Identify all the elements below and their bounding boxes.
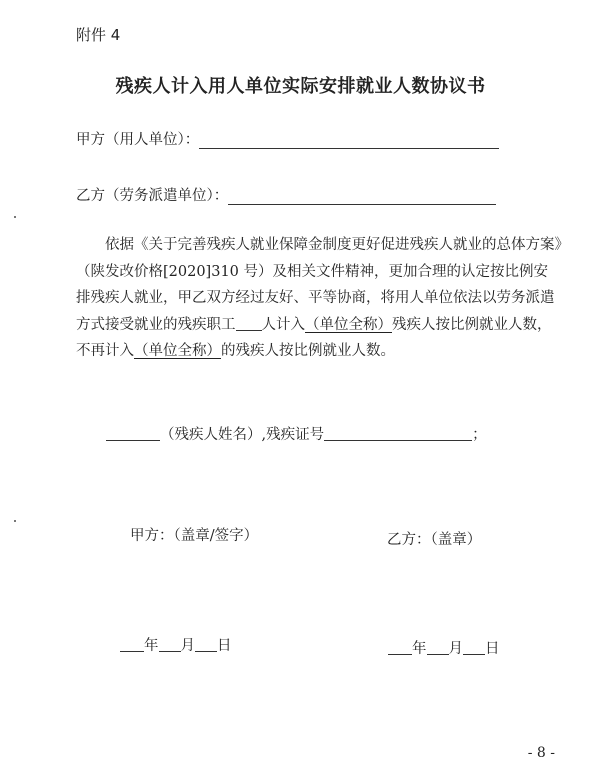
scan-dot — [14, 216, 16, 218]
body-text-end: 的残疾人按比例就业人数。 — [221, 343, 395, 359]
disabled-count-blank[interactable] — [236, 315, 262, 331]
day-blank[interactable] — [195, 636, 217, 652]
party-a-date — [120, 634, 232, 655]
disabled-name-blank[interactable] — [106, 425, 160, 441]
party-a-row — [76, 128, 499, 149]
agreement-body — [76, 232, 562, 365]
month-label: 月 — [180, 638, 195, 654]
month-label: 月 — [448, 641, 463, 657]
unit-full-name-1: （单位全称） — [305, 316, 392, 333]
year-blank[interactable] — [120, 636, 144, 652]
body-text-main: 依据《关于完善残疾人就业保障金制度更好促进残疾人就业的总体方案》（陕发改价格[2020]310 号）及相关文件精神，更加合理的认定按比例安排残疾人就业，甲乙双方经过友好、平等协商，将用人单位依法以劳务派遣方式接受就业的残疾职工 — [76, 237, 562, 333]
party-a-fill-line[interactable] — [199, 132, 499, 149]
row-terminator: ； — [472, 427, 487, 443]
year-label: 年 — [144, 638, 159, 654]
count-suffix-text: 人计入 — [261, 316, 305, 333]
party-b-row — [76, 184, 496, 205]
scan-dot — [14, 520, 16, 522]
disabled-name-label: （残疾人姓名）,残疾证号 — [160, 427, 325, 443]
document-title: 残疾人计入用人单位实际安排就业人数协议书 — [115, 76, 486, 97]
party-b-fill-line[interactable] — [228, 188, 496, 205]
party-a-signature: 甲方：（盖章/签字） — [130, 528, 259, 544]
day-label: 日 — [217, 638, 232, 654]
day-label: 日 — [485, 641, 500, 657]
day-blank[interactable] — [463, 639, 485, 655]
year-label: 年 — [412, 641, 427, 657]
month-blank[interactable] — [159, 636, 181, 652]
month-blank[interactable] — [427, 639, 449, 655]
attachment-label: 附件 4 — [76, 26, 121, 44]
party-b-signature: 乙方：（盖章） — [387, 532, 482, 548]
party-a-label: 甲方（用人单位）： — [76, 132, 200, 148]
disabled-person-row — [106, 423, 487, 444]
page-number: - 8 - — [527, 745, 555, 761]
body-text-mid: 残疾人按比例就业人数，不再计入 — [76, 316, 552, 359]
disability-cert-blank[interactable] — [324, 425, 472, 441]
party-b-date — [388, 637, 500, 658]
agreement-paragraph — [76, 232, 562, 365]
year-blank[interactable] — [388, 639, 412, 655]
party-b-label: 乙方（劳务派遣单位）： — [76, 188, 229, 204]
unit-full-name-2: （单位全称） — [134, 343, 221, 359]
